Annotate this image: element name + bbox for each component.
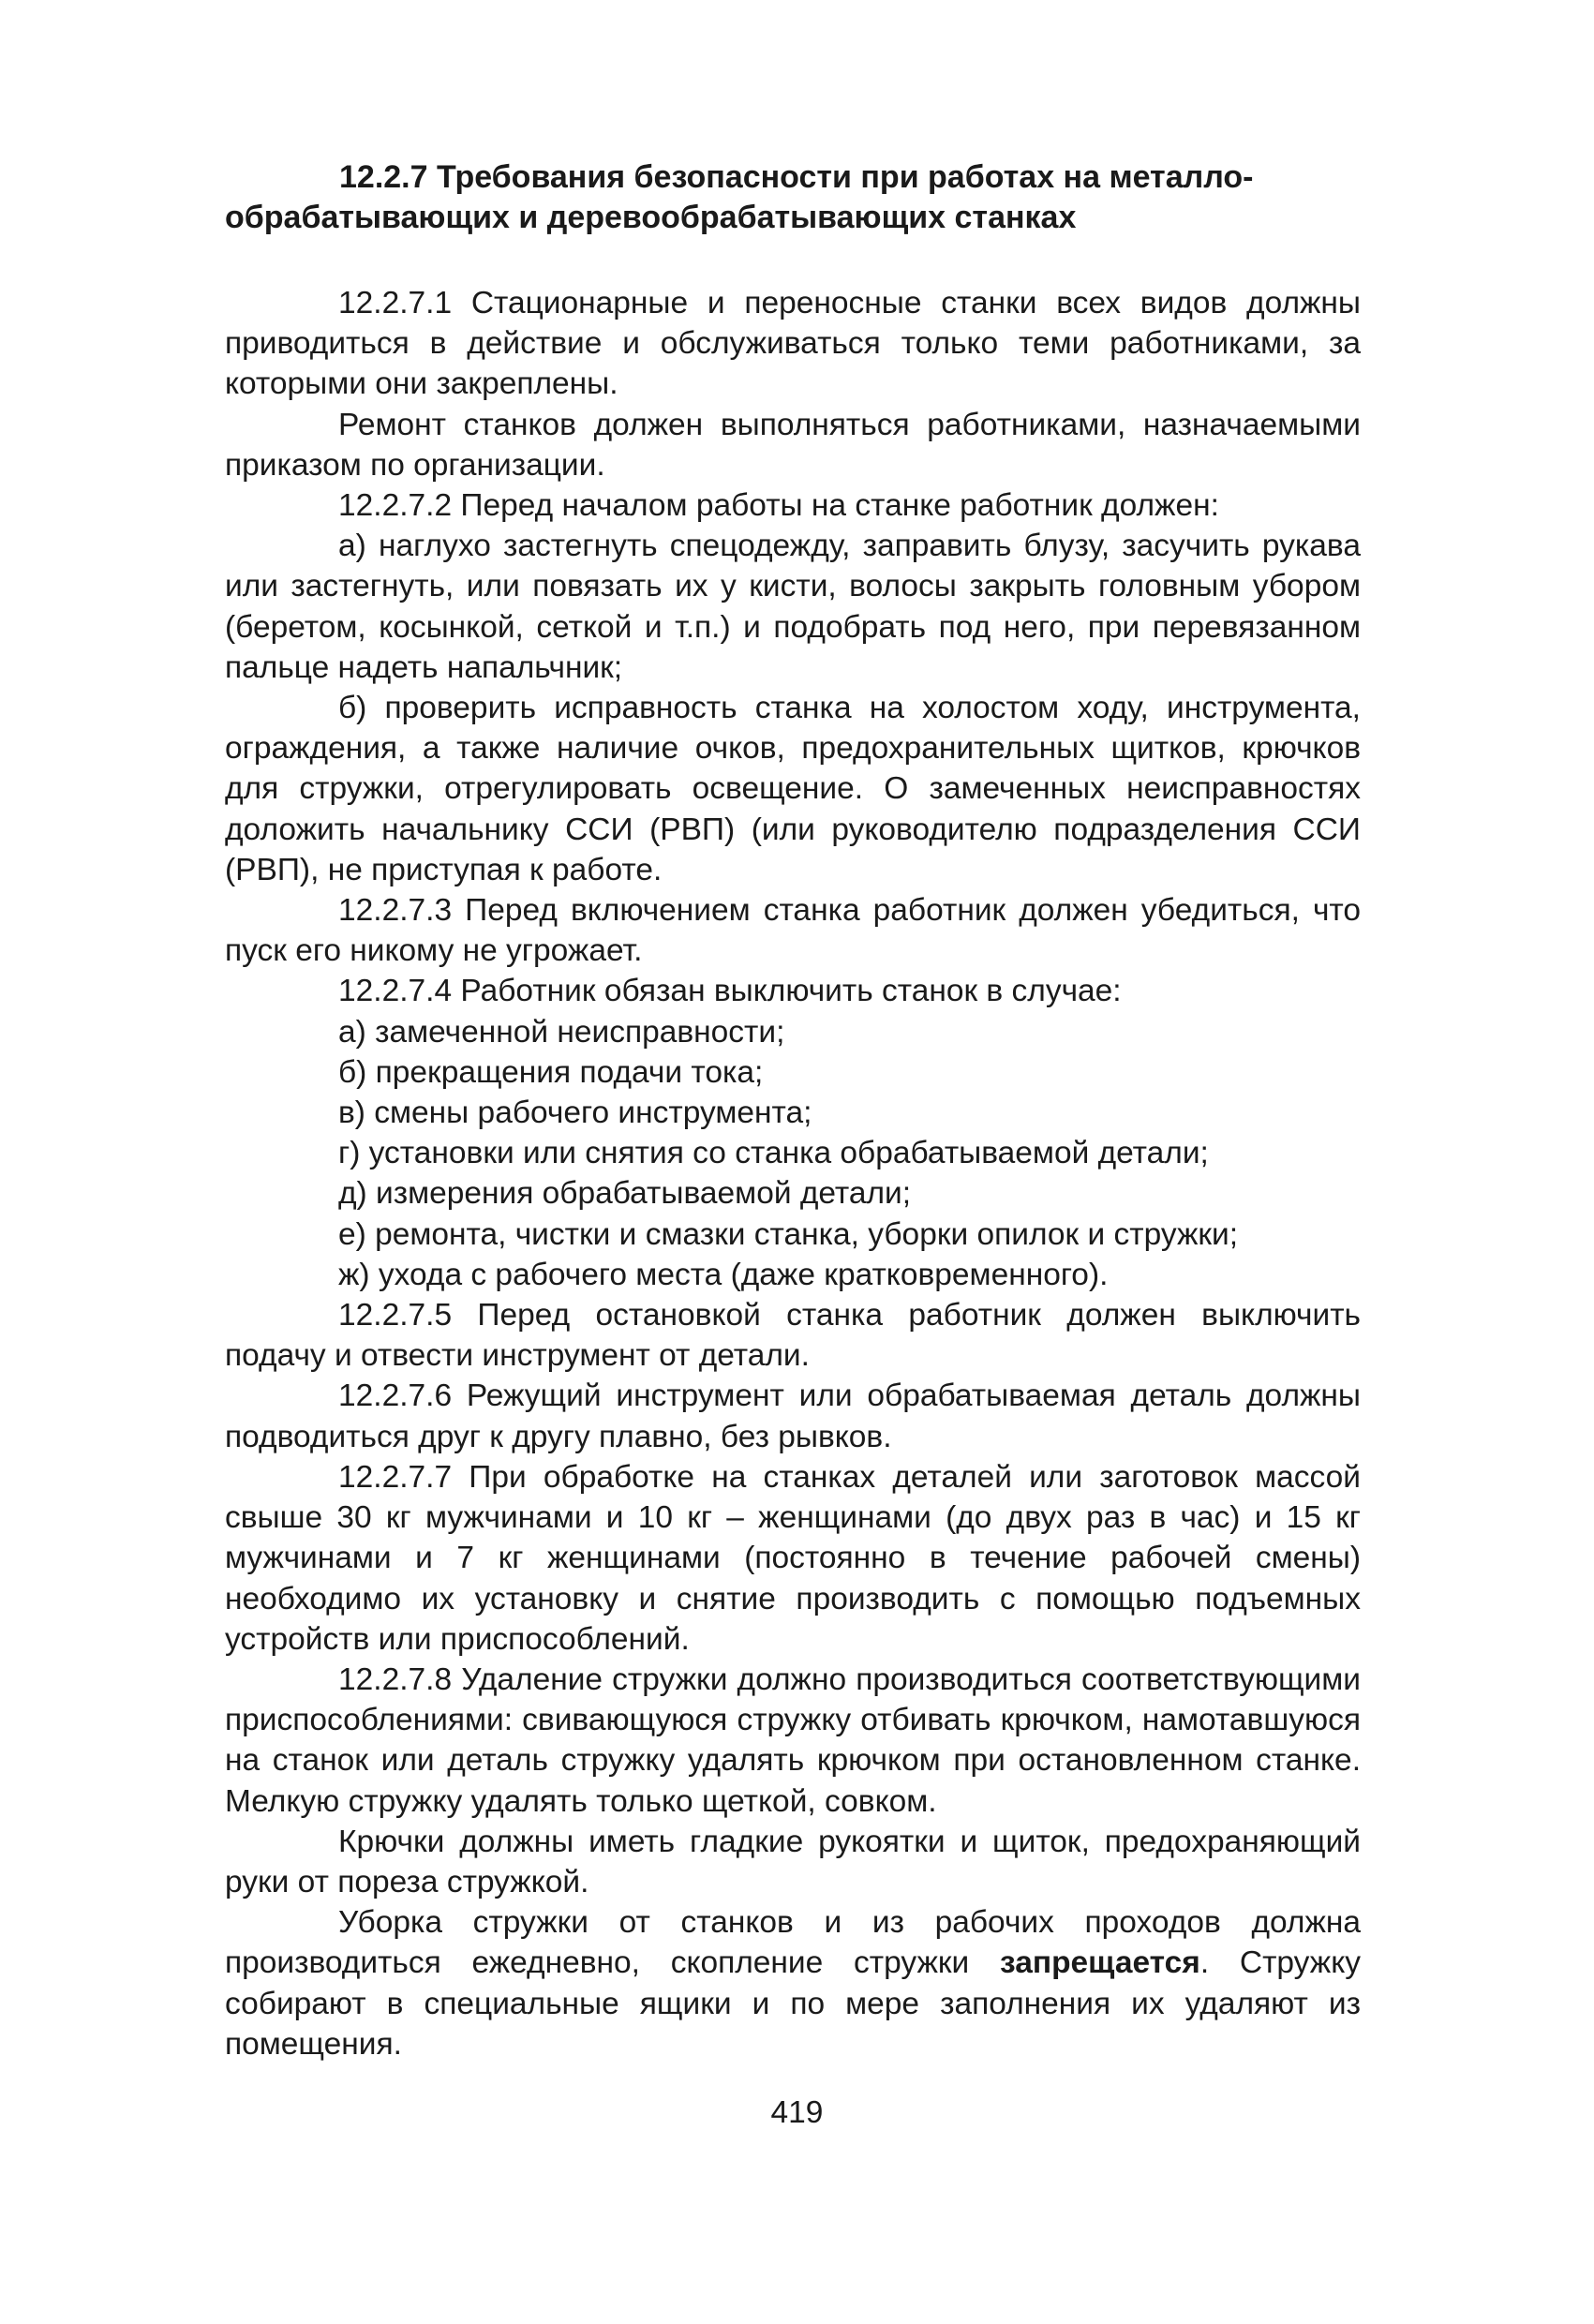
page-number: 419 [770, 2095, 824, 2130]
paragraph-12-2-7-8: 12.2.7.8 Удаление стружки должно производиться соответствующими приспособлениями: свивающуюся стружку отбивать крючком, намотавшуюся на станок или деталь стружку удалять крючком при остановленном станке. Мелкую стружку удалять только щеткой, совком. [225, 1661, 1361, 1819]
list-item-e: е) ремонта, чистки и смазки станка, уборки опилок и стружки; [338, 1216, 1239, 1252]
list-item-g: г) установки или снятия со станка обрабатываемой детали; [338, 1136, 1209, 1171]
list-item-a: а) замеченной неисправности; [338, 1014, 785, 1050]
paragraph-12-2-7-5: 12.2.7.5 Перед остановкой станка работник должен выключить подачу и отвести инструмент от детали. [225, 1298, 1361, 1374]
section-heading-line-1: 12.2.7 Требования безопасности при работах на металло- [339, 159, 1254, 195]
body-text [225, 283, 1361, 2064]
section-heading-line-2: обрабатывающих и деревообрабатывающих станках [225, 200, 1077, 235]
list-item-d: д) измерения обрабатываемой детали; [338, 1176, 912, 1212]
section-heading [225, 157, 1361, 238]
paragraph-repair: Ремонт станков должен выполняться работниками, назначаемыми приказом по организации. [225, 407, 1361, 483]
list-item-b: б) прекращения подачи тока; [338, 1054, 764, 1090]
page-content [225, 157, 1361, 2064]
paragraph-12-2-7-2: 12.2.7.2 Перед началом работы на станке работник должен: [338, 488, 1219, 524]
list-item-zh: ж) ухода с рабочего места (даже кратковременного). [338, 1257, 1109, 1292]
paragraph-cleanup-emphasis: запрещается [1000, 1945, 1200, 1981]
paragraph-12-2-7-6: 12.2.7.6 Режущий инструмент или обрабатываемая деталь должны подводиться друг к другу плавно, без рывков. [225, 1378, 1361, 1454]
list-item-b: б) проверить исправность станка на холостом ходу, инструмента, ограждения, а также наличие очков, предохранительных щитков, крючков для стружки, отрегулировать освещение. О замеченных неисправностях доложить начальнику ССИ (РВП) (или руководителю подразделения ССИ (РВП), не приступая к работе. [225, 691, 1361, 887]
paragraph-cleanup-before: Уборка стружки от станков и из рабочих проходов должна производиться ежедневно, скопление стружки [225, 1905, 1361, 1981]
paragraph-12-2-7-7: 12.2.7.7 При обработке на станках деталей или заготовок массой свыше 30 кг мужчинами и 10 кг – женщинами (до двух раз в час) и 15 кг мужчинами и 7 кг женщинами (постоянно в течение рабочей смены) необходимо их установку и снятие производить с помощью подъемных устройств или приспособлений. [225, 1459, 1361, 1657]
paragraph-cleanup-after: . Стружку собирают в специальные ящики и по мере заполнения их удаляют из помещения. [225, 1945, 1361, 2062]
paragraph-cleanup [225, 1902, 1361, 2064]
paragraph-12-2-7-3: 12.2.7.3 Перед включением станка работник должен убедиться, что пуск его никому не угрожает. [225, 893, 1361, 969]
paragraph-12-2-7-1: 12.2.7.1 Стационарные и переносные станки всех видов должны приводиться в действие и обслуживаться только теми работниками, за которыми они закреплены. [225, 286, 1361, 402]
list-item-a: а) наглухо застегнуть спецодежду, заправить блузу, засучить рукава или застегнуть, или повязать их у кисти, волосы закрыть головным убором (беретом, косынкой, сеткой и т.п.) и подобрать под него, при перевязанном пальце надеть напальчник; [225, 529, 1361, 685]
list-item-v: в) смены рабочего инструмента; [338, 1095, 812, 1131]
paragraph-hooks: Крючки должны иметь гладкие рукоятки и щиток, предохраняющий руки от пореза стружкой. [225, 1824, 1361, 1899]
paragraph-12-2-7-4: 12.2.7.4 Работник обязан выключить станок в случае: [338, 974, 1122, 1009]
